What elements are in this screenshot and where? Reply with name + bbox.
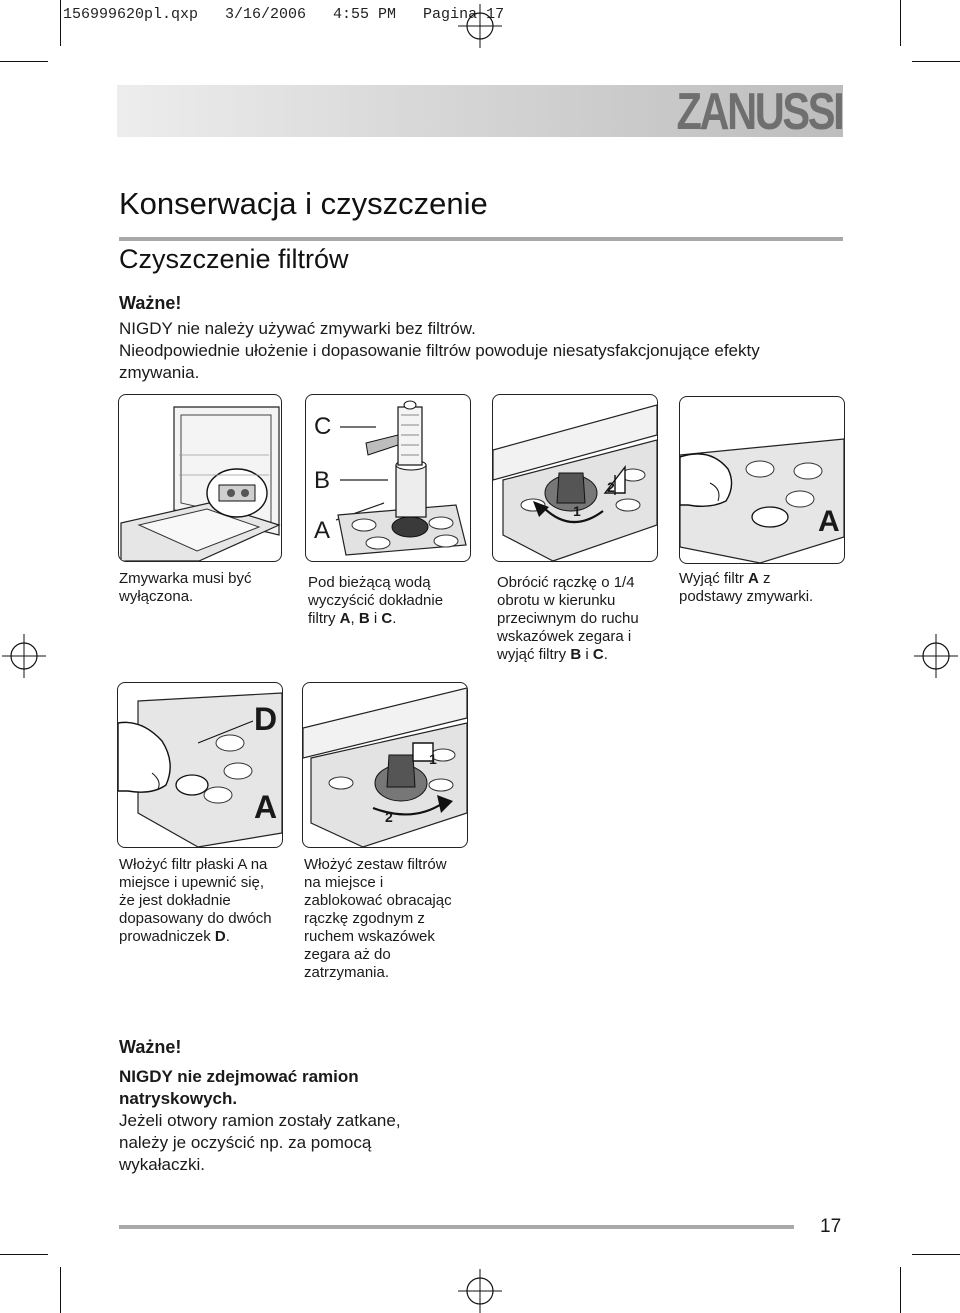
figure-insert-filter-a [117, 682, 283, 848]
registration-mark-bottom [458, 1269, 502, 1313]
caption-line: miejsce i upewnić się, [119, 874, 265, 891]
label-a: A [254, 789, 278, 825]
caption-line: rączkę zgodnym z [304, 910, 425, 927]
caption-line: obrotu w kierunku [497, 592, 616, 609]
crop-mark [912, 61, 960, 62]
step-number-2: 2 [607, 479, 615, 495]
caption-line: zatrzymania. [304, 964, 390, 981]
caption-line: Zmywarka musi być [119, 570, 252, 587]
label-a: A [314, 517, 331, 544]
step-number-1: 1 [429, 751, 437, 767]
caption-line: Obrócić rączkę o 1/4 [497, 574, 635, 591]
caption-line: prowadniczek D. [119, 928, 230, 945]
intro-text [119, 318, 839, 384]
brand-logo: ZANUSSI [676, 83, 842, 141]
step-3-caption [497, 574, 662, 664]
caption-line: na miejsce i [304, 874, 384, 891]
section-title: Czyszczenie filtrów [119, 244, 349, 274]
step-5-caption [119, 856, 289, 946]
caption-line: Włożyć zestaw filtrów [304, 856, 447, 873]
caption-line: dopasowany do dwóch [119, 910, 272, 927]
note-warning: NIGDY nie zdejmować ramion natryskowych. [119, 1067, 359, 1108]
caption-line: zablokować obracając [304, 892, 452, 909]
crop-mark [900, 1267, 901, 1313]
caption-line: przeciwnym do ruchu [497, 610, 639, 627]
label-a: A [818, 505, 840, 538]
print-slug: 156999620pl.qxp 3/16/2006 4:55 PM Pagina 17 [63, 6, 505, 23]
note-important-label: Ważne! [119, 1037, 182, 1057]
caption-line: wyczyścić dokładnie [308, 592, 444, 609]
registration-mark-top [458, 4, 502, 48]
rotate-illustration [493, 395, 657, 561]
figure-rotate-handle [492, 394, 658, 562]
caption-line: wskazówek zegara i [497, 628, 632, 645]
page-title: Konserwacja i czyszczenie [119, 186, 488, 221]
caption-line: ruchem wskazówek [304, 928, 435, 945]
important-label: Ważne! [119, 293, 182, 313]
step-number-1: 1 [573, 503, 581, 519]
registration-mark-right [914, 634, 958, 678]
label-c: C [314, 413, 332, 440]
step-2-caption [308, 574, 468, 628]
figure-lock-filters [302, 682, 468, 848]
section-divider [119, 237, 843, 241]
label-b: B [314, 467, 331, 494]
figure-filters-abc [305, 394, 471, 562]
crop-mark [912, 1254, 960, 1255]
caption-line: wyjąć filtry B i C. [497, 646, 608, 663]
step-6-caption [304, 856, 474, 982]
dishwasher-illustration [119, 395, 281, 561]
page-number: 17 [820, 1216, 842, 1237]
caption-line: Pod bieżącą wodą [308, 574, 431, 591]
figure-remove-filter-a [679, 396, 845, 564]
caption-line: zegara aż do [304, 946, 391, 963]
step-4-caption [679, 570, 844, 606]
intro-line: zmywania. [119, 363, 200, 382]
caption-line: Włożyć filtr płaski A na [119, 856, 268, 873]
step-number-2: 2 [385, 809, 393, 825]
crop-mark [900, 0, 901, 46]
crop-mark [60, 1267, 61, 1313]
crop-mark [60, 0, 61, 46]
caption-line: że jest dokładnie [119, 892, 231, 909]
step-1-caption [119, 570, 279, 606]
caption-line: Wyjąć filtr A z [679, 570, 771, 587]
figure-dishwasher [118, 394, 282, 562]
intro-line: NIGDY nie należy używać zmywarki bez filtrów. [119, 319, 476, 338]
label-d: D [254, 701, 278, 737]
registration-mark-left [2, 634, 46, 678]
crop-mark [0, 61, 48, 62]
footer-divider [119, 1225, 794, 1229]
note-text: Jeżeli otwory ramion zostały zatkane, należy je oczyścić np. za pomocą wykałaczki. [119, 1111, 401, 1174]
intro-line: Nieodpowiednie ułożenie i dopasowanie filtrów powoduje niesatysfakcjonujące efekty [119, 341, 760, 360]
caption-line: filtry A, B i C. [308, 610, 397, 627]
caption-line: podstawy zmywarki. [679, 588, 814, 605]
caption-line: wyłączona. [119, 588, 194, 605]
crop-mark [0, 1254, 48, 1255]
